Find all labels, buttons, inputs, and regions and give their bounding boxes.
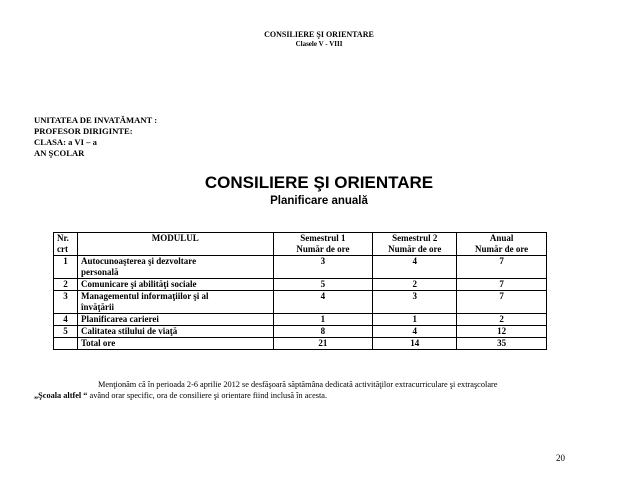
total-nr-empty <box>54 338 78 350</box>
total-s1: 21 <box>273 338 373 350</box>
row-anual: 2 <box>457 314 547 326</box>
table-row <box>54 291 547 314</box>
total-label: Total ore <box>77 338 273 350</box>
document-subtitle: Planificare anuală <box>270 195 368 207</box>
row-s2: 4 <box>373 256 457 279</box>
row-s1: 4 <box>273 291 373 314</box>
row-s1: 5 <box>273 279 373 291</box>
header-semestrul-2: Semestrul 2 Număr de ore <box>373 233 457 256</box>
row-s1: 1 <box>273 314 373 326</box>
row-nr: 2 <box>54 279 78 291</box>
table-row <box>54 279 547 291</box>
row-s2: 4 <box>373 326 457 338</box>
page-number: 20 <box>556 453 565 463</box>
row-modul: Calitatea stilului de viaţă <box>77 326 273 338</box>
row-nr: 4 <box>54 314 78 326</box>
row-s2: 1 <box>373 314 457 326</box>
header-modul: MODULUL <box>77 233 273 256</box>
header-anual: Anual Număr de ore <box>457 233 547 256</box>
row-anual: 12 <box>457 326 547 338</box>
row-anual: 7 <box>457 256 547 279</box>
table-total-row <box>54 338 547 350</box>
row-s2: 3 <box>373 291 457 314</box>
row-modul: Comunicare şi abilităţi sociale <box>77 279 273 291</box>
row-modul: Autocunoaşterea şi dezvoltare personală <box>77 256 273 279</box>
info-unitatea: UNITATEA DE INVATĂMANT : <box>34 115 158 125</box>
row-nr: 5 <box>54 326 78 338</box>
row-anual: 7 <box>457 279 547 291</box>
info-profesor: PROFESOR DIRIGINTE: <box>34 126 133 136</box>
header-nr: Nr. crt <box>54 233 78 256</box>
note-line-1: Menţionăm că în perioada 2-6 aprilie 2012 se desfăşoară săptămâna dedicată activităţilor extracurriculare şi extraşcolare <box>98 380 498 389</box>
note-bold-scoala-altfel: „Şcoala altfel “ <box>34 391 88 400</box>
row-anual: 7 <box>457 291 547 314</box>
document-title: CONSILIERE ŞI ORIENTARE <box>204 173 434 192</box>
table-row <box>54 326 547 338</box>
table-row <box>54 314 547 326</box>
header-title: CONSILIERE ŞI ORIENTARE <box>264 30 374 39</box>
row-s2: 2 <box>373 279 457 291</box>
note-line-2-rest: având orar specific, ora de consiliere şi orientare fiind inclusă în acesta. <box>87 391 328 400</box>
header-semestrul-1: Semestrul 1 Număr de ore <box>273 233 373 256</box>
total-s2: 14 <box>373 338 457 350</box>
row-nr: 3 <box>54 291 78 314</box>
row-s1: 3 <box>273 256 373 279</box>
row-modul: Planificarea carierei <box>77 314 273 326</box>
row-nr: 1 <box>54 256 78 279</box>
row-modul: Managementul informaţiilor şi al învăţării <box>77 291 273 314</box>
note-line-2 <box>34 390 594 401</box>
header-subtitle: Clasele V - VIII <box>295 40 343 48</box>
total-anual: 35 <box>457 338 547 350</box>
table-row <box>54 256 547 279</box>
info-an-scolar: AN ŞCOLAR <box>34 148 85 158</box>
planning-table <box>53 232 547 350</box>
info-clasa: CLASA: a VI – a <box>34 137 97 147</box>
table-header-row <box>54 233 547 256</box>
row-s1: 8 <box>273 326 373 338</box>
